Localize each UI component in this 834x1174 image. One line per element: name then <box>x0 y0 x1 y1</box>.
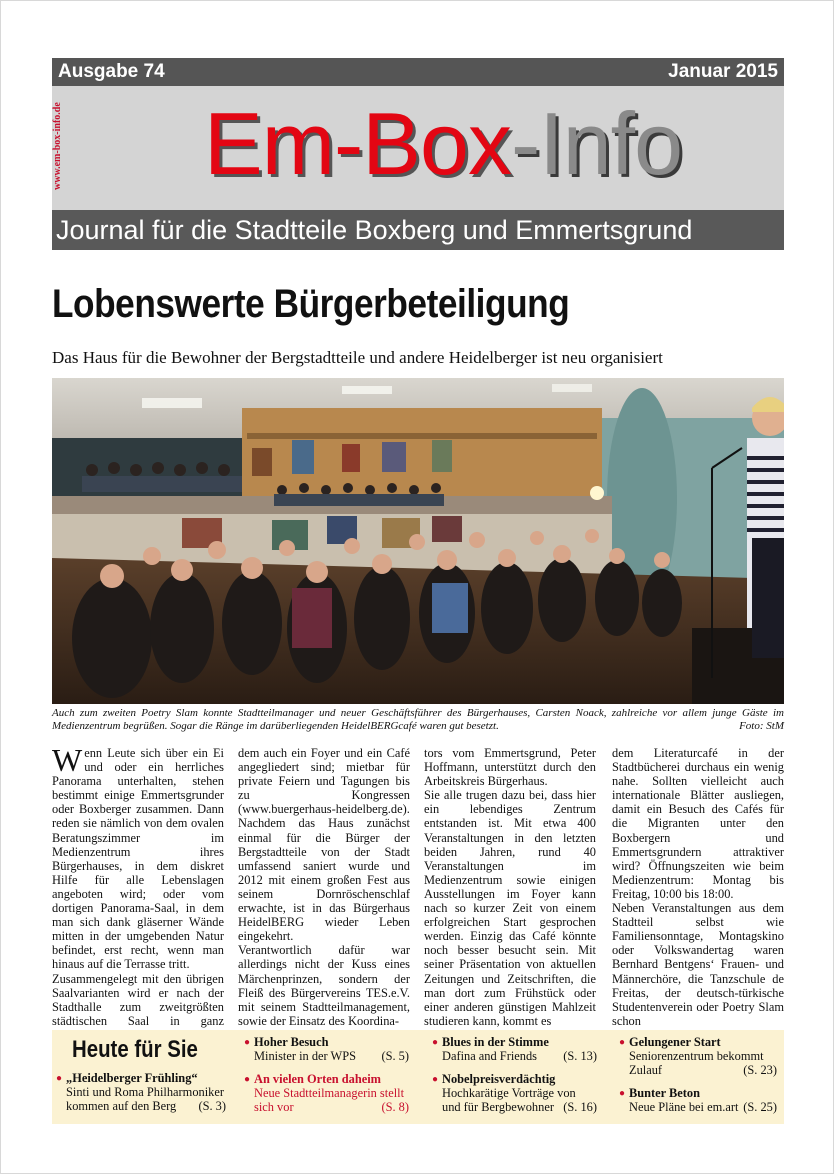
bullet-icon: ● <box>432 1074 439 1085</box>
bullet-icon: ● <box>244 1074 251 1085</box>
teaser-item[interactable] <box>244 1035 409 1063</box>
website-url: www.em-box-info.de <box>52 102 63 190</box>
article-paragraph: Neben Veranstaltungen aus dem Stadtteil selbst wie Familiensonntage, Montagskino oder Volkswandertag waren Bernhard Bentgens‘ Frauen- und Männerchöre, die Tanzschule de Freitas, der deutsch-türkische Studentenverein oder Poetry Slam schon <box>612 901 784 1028</box>
article-paragraph: tors vom Emmertsgrund, Peter Hoffmann, unterstützt durch den Arbeitskreis Bürgerhaus. <box>424 746 596 789</box>
article-subheadline: Das Haus für die Bewohner der Bergstadtteile und andere Heidelberger ist neu organisiert <box>52 348 663 367</box>
logo-part-info: -Info <box>510 94 683 193</box>
article-column-2 <box>238 746 410 1028</box>
teaser-box-title: Heute für Sie <box>72 1036 198 1063</box>
teaser-item-title: „Heidelberger Frühling“ <box>66 1071 198 1085</box>
teaser-item-page: (S. 13) <box>563 1049 597 1063</box>
bullet-icon: ● <box>244 1037 251 1048</box>
article-column-1 <box>52 742 224 1042</box>
article-column-3 <box>424 746 596 1028</box>
teaser-item-title: Blues in der Stimme <box>442 1035 549 1049</box>
bullet-icon: ● <box>619 1088 626 1099</box>
teaser-item-desc: Hochkarätige Vorträge von und für Bergbewohner (S. 16) <box>442 1086 597 1114</box>
issue-number: Ausgabe 74 <box>58 61 165 82</box>
article-photo <box>52 378 784 704</box>
article-paragraph: Nachdem das Haus zunächst einmal für die Bürger der Bergstadtteile von der Stadt umfassend saniert wurde und 2012 mit einem großen Fest aus seinem Dornröschenschlaf erwachte, ist in das Bürgerhaus HeidelBERG wieder Leben eingekehrt. <box>238 816 410 944</box>
teaser-item-page: (S. 16) <box>563 1100 597 1114</box>
teaser-item[interactable] <box>432 1072 597 1114</box>
newspaper-logo <box>204 94 682 194</box>
photo-credit: Foto: StM <box>739 720 784 732</box>
journal-subtitle: Journal für die Stadtteile Boxberg und Emmertsgrund <box>56 215 693 245</box>
teaser-item-title: Nobelpreisverdächtig <box>442 1072 556 1086</box>
teaser-item-desc: Neue Pläne bei em.art (S. 25) <box>629 1100 777 1114</box>
poetry-slam-photo <box>52 378 784 704</box>
article-paragraph: dem auch ein Foyer und ein Café angegliedert sind; mietbar für private Feiern und Tagungen bis zu Kongressen (www.buergerhaus-heidelberg.de). <box>238 746 410 817</box>
logo-part-em-box: Em-Box <box>204 94 511 193</box>
article-paragraph: dem Literaturcafé in der Stadtbücherei durchaus ein wenig nahe. Sollten vielleicht auch internationale Blätter ausliegen, damit ein Besuch des Cafés für die Migranten unter den Boxbergern und Emmertsgrundern attraktiver wird? Öffnungszeiten wie beim Medienzentrum: Montag bis Freitag, 10:00 bis 18:00. <box>612 746 784 901</box>
teaser-item-title: Hoher Besuch <box>254 1035 329 1049</box>
teaser-item[interactable] <box>619 1035 777 1077</box>
teaser-item-page: (S. 25) <box>743 1100 777 1114</box>
teaser-item[interactable] <box>619 1086 777 1114</box>
article-column-4 <box>612 746 784 1042</box>
teaser-item[interactable] <box>432 1035 597 1063</box>
teaser-item-desc: Neue Stadtteilmanagerin stellt sich vor (S. 8) <box>254 1086 409 1114</box>
article-paragraph: enn Leute sich über ein Ei und oder ein herrliches Panorama unterhalten, stehen bestimmt einige Emmertsgrunder oder Boxberger zusammen. Dann reden sie nämlich von dem ovalen Beratungszimmer im Medienzentrum ihres Bürgerhauses, in dem diskret Hilfe für alle Lebenslagen angeboten wird; oder vom dortigen Panorama-Saal, in dem man sich dank gläserner Wände mitten in der umgebenden Natur befindet, erst recht, wenn man hinaus auf die Terrasse tritt. <box>52 746 224 972</box>
bullet-icon: ● <box>619 1037 626 1048</box>
teaser-item-title: Gelungener Start <box>629 1035 721 1049</box>
teaser-item-page: (S. 23) <box>743 1063 777 1077</box>
photo-caption <box>52 707 784 733</box>
article-paragraph: Zusammengelegt mit den übrigen Saalvarianten wird er nach der Stadthalle zum zweitgrößten städtischen Saal in ganz <box>52 971 224 1028</box>
teaser-item-desc: Minister in der WPS (S. 5) <box>254 1049 409 1063</box>
teaser-item-title: Bunter Beton <box>629 1086 701 1100</box>
bullet-icon: ● <box>56 1073 63 1084</box>
teaser-item-page: (S. 8) <box>381 1100 409 1114</box>
article-paragraph: Verantwortlich dafür war allerdings nicht der Kuss eines Märchenprinzen, sondern der Fleiß des Bürgervereins TES.e.V. mit seinem Stadtteilmanagement, sowie der Einsatz des Koordina- <box>238 943 410 1028</box>
teaser-item[interactable] <box>56 1071 226 1113</box>
article-paragraph: Sie alle trugen dazu bei, dass hier ein lebendiges Zentrum entstanden ist. Mit etwa 400 Veranstaltungen in den letzten beiden Jahren, rund 40 Veranstaltungen im Medienzentrum sowie einigen Ausstellungen im Foyer kann nach so kurzer Zeit von einem erfolgreichen Start gesprochen werden. Einzig das Café könnte noch besser besucht sein. Mit seiner Präsentation von aktuellen Zeitungen und Zeitschriften, die man dort zum Frühstück oder einer anderen günstigen Mahlzeit studieren kann, kommt es <box>424 788 596 1028</box>
journal-subtitle-bar <box>52 210 784 250</box>
article-headline: Lobenswerte Bürgerbeteiligung <box>52 282 570 326</box>
issue-bar <box>52 58 784 86</box>
teaser-item-desc: Dafina and Friends (S. 13) <box>442 1049 597 1063</box>
issue-date: Januar 2015 <box>668 61 778 82</box>
teaser-item-desc: Sinti und Roma Philharmoniker kommen auf den Berg (S. 3) <box>66 1085 226 1113</box>
bullet-icon: ● <box>432 1037 439 1048</box>
teaser-item[interactable] <box>244 1072 409 1114</box>
teaser-item-page: (S. 3) <box>198 1099 226 1113</box>
teaser-item-title: An vielen Orten daheim <box>254 1072 381 1086</box>
drop-cap: W <box>52 742 83 778</box>
teaser-item-desc: Seniorenzentrum bekommt Zulauf (S. 23) <box>629 1049 777 1077</box>
teaser-item-page: (S. 5) <box>381 1049 409 1063</box>
photo-caption-text: Auch zum zweiten Poetry Slam konnte Stadtteilmanager und neuer Geschäftsführer des Bürgerhauses, Carsten Noack, zahlreiche vor allem junge Gäste im Medienzentrum begrüßen. Sogar die Ränge im darüberliegenden HeidelBERGcafé waren gut besetzt. <box>52 707 784 732</box>
